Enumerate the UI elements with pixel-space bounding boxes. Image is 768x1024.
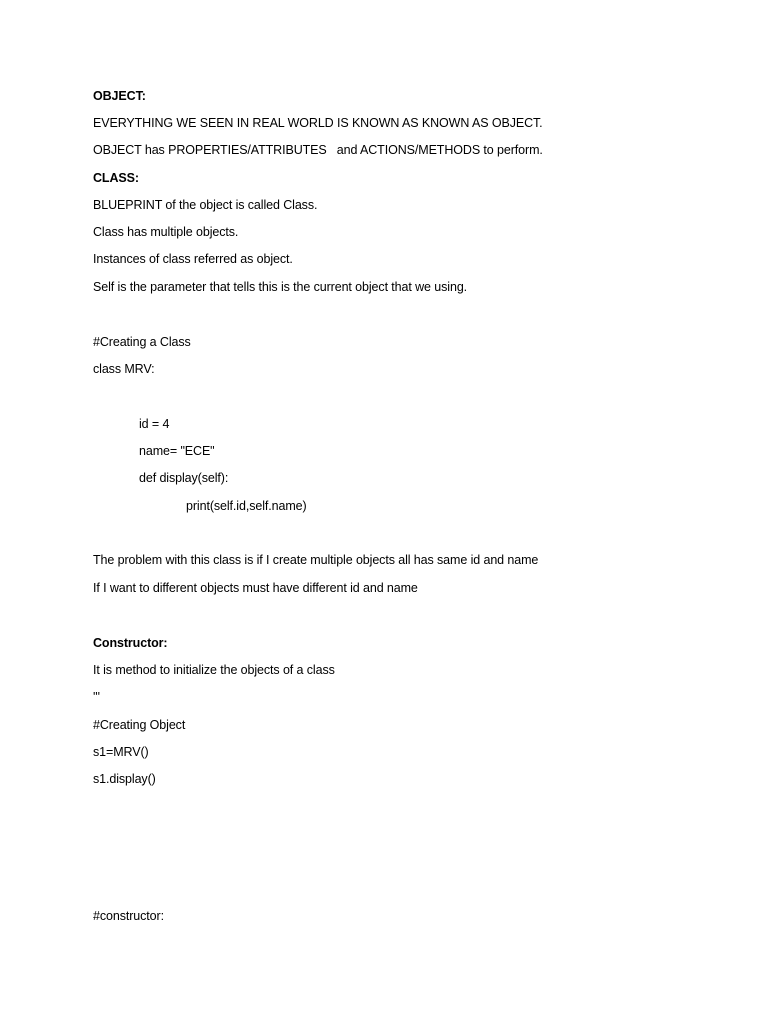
constructor-description: It is method to initialize the objects of a class — [93, 663, 335, 677]
code-comment-creating-object: #Creating Object — [93, 718, 186, 732]
code-s1-display: s1.display() — [93, 772, 156, 786]
code-id-assignment: id = 4 — [139, 417, 170, 431]
constructor-heading: Constructor: — [93, 636, 168, 650]
code-name-assignment: name= "ECE" — [139, 444, 215, 458]
code-comment-constructor: #constructor: — [93, 909, 164, 923]
code-print-statement: print(self.id,self.name) — [186, 499, 307, 513]
want-line: If I want to different objects must have different id and name — [93, 581, 418, 595]
object-properties: OBJECT has PROPERTIES/ATTRIBUTES and ACTIONS/METHODS to perform. — [93, 143, 543, 157]
object-heading: OBJECT: — [93, 89, 146, 103]
object-definition: EVERYTHING WE SEEN IN REAL WORLD IS KNOWN AS KNOWN AS OBJECT. — [93, 116, 543, 130]
class-multiple: Class has multiple objects. — [93, 225, 239, 239]
class-instances: Instances of class referred as object. — [93, 252, 293, 266]
code-def-display: def display(self): — [139, 471, 229, 485]
class-heading: CLASS: — [93, 171, 139, 185]
class-blueprint: BLUEPRINT of the object is called Class. — [93, 198, 318, 212]
code-s1-assignment: s1=MRV() — [93, 745, 149, 759]
code-comment-creating-class: #Creating a Class — [93, 335, 191, 349]
triple-quote: ''' — [93, 690, 100, 704]
code-class-declaration: class MRV: — [93, 362, 155, 376]
problem-line: The problem with this class is if I create multiple objects all has same id and name — [93, 553, 539, 567]
self-description: Self is the parameter that tells this is the current object that we using. — [93, 280, 468, 294]
